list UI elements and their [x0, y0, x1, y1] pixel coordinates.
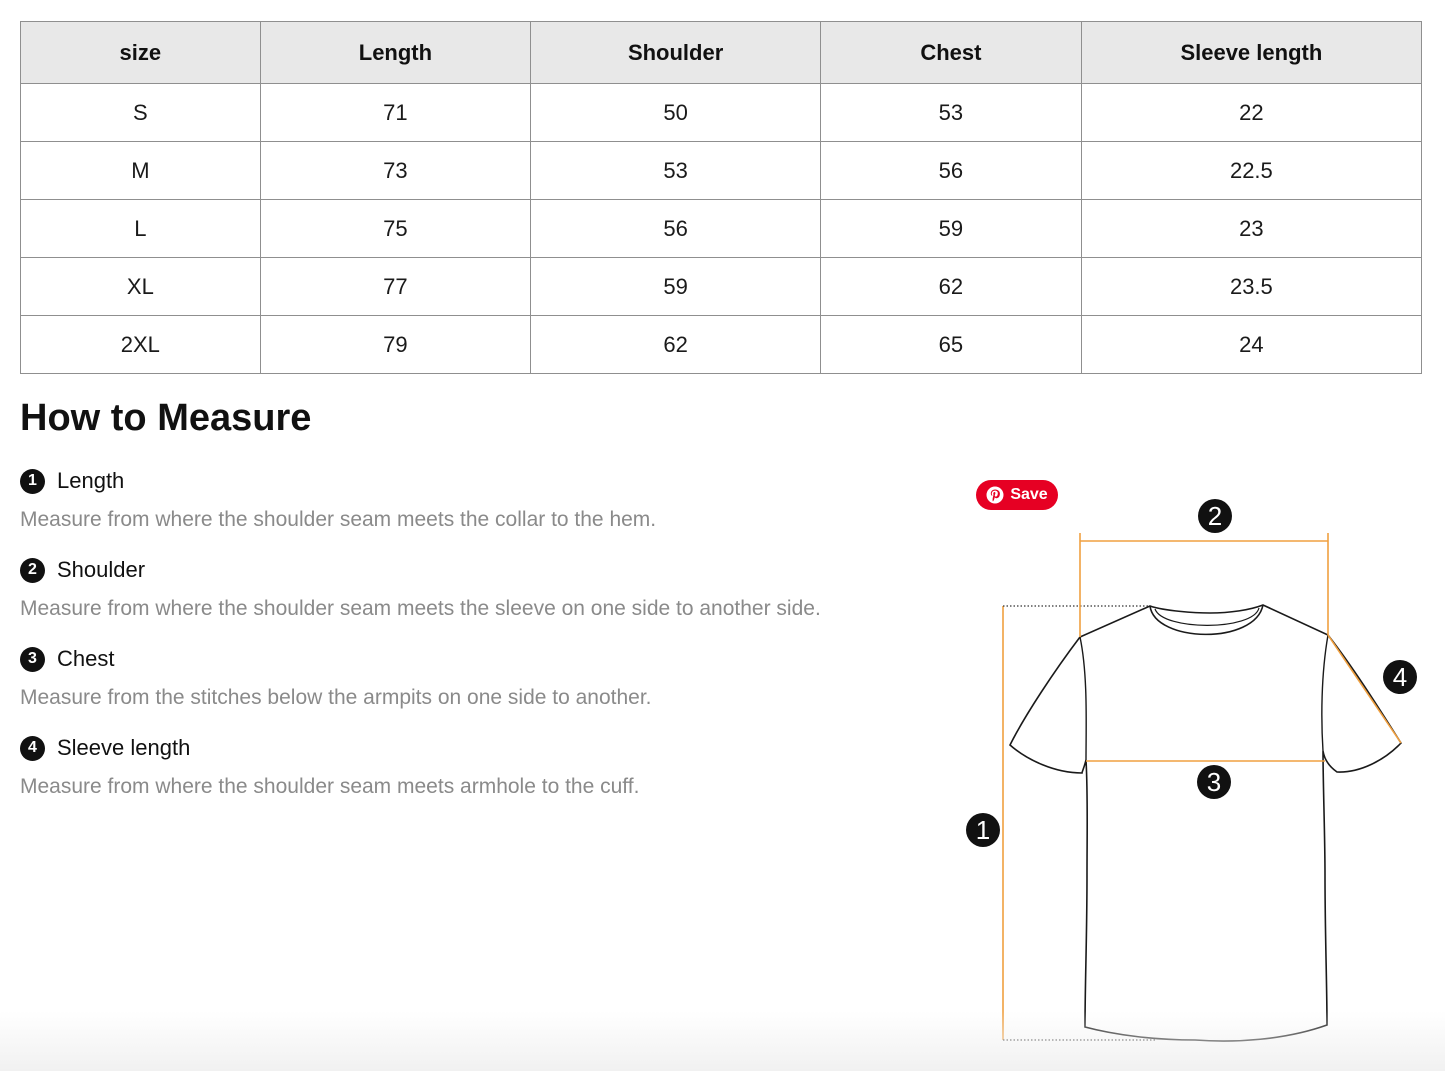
table-cell: 23	[1081, 200, 1421, 258]
marker-2-label: 2	[1207, 501, 1223, 531]
table-cell: 71	[260, 84, 530, 142]
table-cell: 22.5	[1081, 142, 1421, 200]
table-cell: 59	[531, 258, 821, 316]
table-cell: 24	[1081, 316, 1421, 374]
step-name: Shoulder	[57, 557, 146, 582]
table-cell: 23.5	[1081, 258, 1421, 316]
table-cell: 62	[531, 316, 821, 374]
table-cell: 2XL	[21, 316, 261, 374]
table-row	[21, 200, 1422, 258]
header-length: Length	[260, 22, 530, 84]
step-number-badge: 1	[20, 469, 45, 494]
table-row	[21, 316, 1422, 374]
step-description: Measure from where the shoulder seam meets armhole to the cuff.	[20, 775, 640, 798]
step-number-badge: 3	[20, 647, 45, 672]
table-cell: 59	[821, 200, 1082, 258]
marker-3-label: 3	[1206, 767, 1222, 797]
measure-step-chest	[20, 642, 920, 731]
marker-1	[966, 813, 1000, 847]
table-cell: S	[21, 84, 261, 142]
table-cell: 50	[531, 84, 821, 142]
table-row	[21, 258, 1422, 316]
marker-4-label: 4	[1392, 662, 1408, 692]
table-cell: 56	[531, 200, 821, 258]
size-chart-table	[20, 21, 1422, 374]
measure-step-sleeve-length	[20, 731, 920, 820]
step-heading	[20, 464, 920, 498]
table-cell: L	[21, 200, 261, 258]
save-button-label: Save	[1010, 486, 1048, 503]
table-cell: XL	[21, 258, 261, 316]
shirt-outline	[1010, 605, 1401, 1041]
step-name: Sleeve length	[57, 735, 191, 760]
marker-2	[1198, 499, 1232, 533]
measure-steps-list	[20, 464, 920, 820]
step-heading	[20, 553, 920, 587]
step-number-badge: 2	[20, 558, 45, 583]
table-cell: 73	[260, 142, 530, 200]
table-cell: 53	[821, 84, 1082, 142]
table-cell: M	[21, 142, 261, 200]
table-row	[21, 84, 1422, 142]
table-cell: 56	[821, 142, 1082, 200]
pinterest-save-button[interactable]	[976, 480, 1058, 510]
measure-step-shoulder	[20, 553, 920, 642]
step-heading	[20, 642, 920, 676]
header-sleeve-length: Sleeve length	[1081, 22, 1421, 84]
header-size: size	[21, 22, 261, 84]
header-chest: Chest	[821, 22, 1082, 84]
how-to-measure-title: How to Measure	[20, 397, 312, 439]
table-cell: 77	[260, 258, 530, 316]
step-name: Length	[57, 468, 125, 493]
table-cell: 65	[821, 316, 1082, 374]
shirt-measurement-diagram	[955, 495, 1425, 1055]
table-cell: 75	[260, 200, 530, 258]
measure-step-length	[20, 464, 920, 553]
table-cell: 62	[821, 258, 1082, 316]
bottom-fade	[0, 1011, 1445, 1071]
table-cell: 22	[1081, 84, 1421, 142]
step-description: Measure from where the shoulder seam meets the sleeve on one side to another side.	[20, 597, 821, 620]
header-shoulder: Shoulder	[531, 22, 821, 84]
step-description: Measure from where the shoulder seam meets the collar to the hem.	[20, 508, 657, 531]
marker-4	[1383, 660, 1417, 694]
table-header-row	[21, 22, 1422, 84]
pinterest-icon	[986, 486, 1004, 504]
step-number-badge: 4	[20, 736, 45, 761]
table-cell: 53	[531, 142, 821, 200]
table-cell: 79	[260, 316, 530, 374]
step-name: Chest	[57, 646, 115, 671]
step-heading	[20, 731, 920, 765]
marker-3	[1197, 765, 1231, 799]
table-row	[21, 142, 1422, 200]
marker-1-label: 1	[975, 815, 991, 845]
step-description: Measure from the stitches below the armpits on one side to another.	[20, 686, 652, 709]
